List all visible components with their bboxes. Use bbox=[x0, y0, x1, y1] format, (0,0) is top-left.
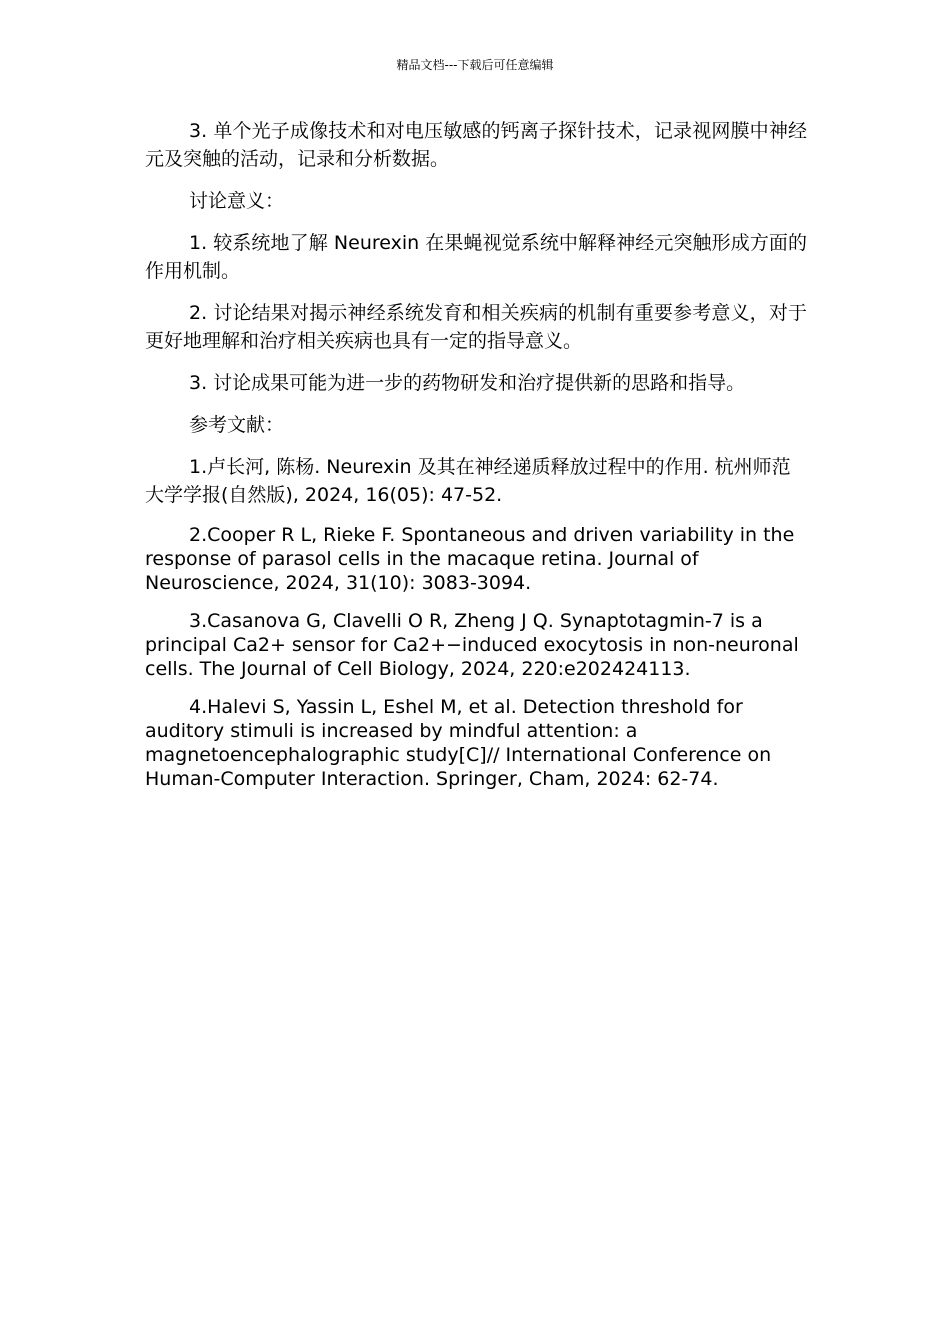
document-body bbox=[145, 117, 807, 805]
reference-item-4: 4.Halevi S, Yassin L, Eshel M, et al. Detection threshold for auditory stimuli is increased by mindful attention: a magnetoencephalographic study[C]// International Conference on Human-Computer Interaction. Springer, Cham, 2024: 62-74. bbox=[145, 696, 772, 790]
significance-item-3: 3. 讨论成果可能为进一步的药物研发和治疗提供新的思路和指导。 bbox=[189, 372, 746, 394]
reference-item-1: 1.卢长河, 陈杨. Neurexin 及其在神经递质释放过程中的作用. 杭州师范大学学报(自然版), 2024, 16(05): 47-52. bbox=[145, 456, 791, 506]
reference-item-2: 2.Cooper R L, Rieke F. Spontaneous and driven variability in the response of parasol cells in the macaque retina. Journal of Neuroscience, 2024, 31(10): 3083-3094. bbox=[145, 524, 795, 594]
significance-item-2: 2. 讨论结果对揭示神经系统发育和相关疾病的机制有重要参考意义，对于更好地理解和治疗相关疾病也具有一定的指导意义。 bbox=[145, 302, 807, 352]
reference-item-3: 3.Casanova G, Clavelli O R, Zheng J Q. Synaptotagmin-7 is a principal Ca2+ sensor for Ca2+−induced exocytosis in non-neuronal cells. The Journal of Cell Biology, 2024, 220:e202424113. bbox=[145, 610, 799, 680]
section-heading-references: 参考文献： bbox=[189, 414, 285, 436]
section-heading-significance: 讨论意义： bbox=[189, 190, 285, 212]
method-item-3: 3. 单个光子成像技术和对电压敏感的钙离子探针技术，记录视网膜中神经元及突触的活动，记录和分析数据。 bbox=[145, 120, 807, 170]
page-header: 精品文档---下载后可任意编辑 bbox=[396, 58, 554, 72]
significance-item-1: 1. 较系统地了解 Neurexin 在果蝇视觉系统中解释神经元突触形成方面的作用机制。 bbox=[145, 232, 807, 282]
